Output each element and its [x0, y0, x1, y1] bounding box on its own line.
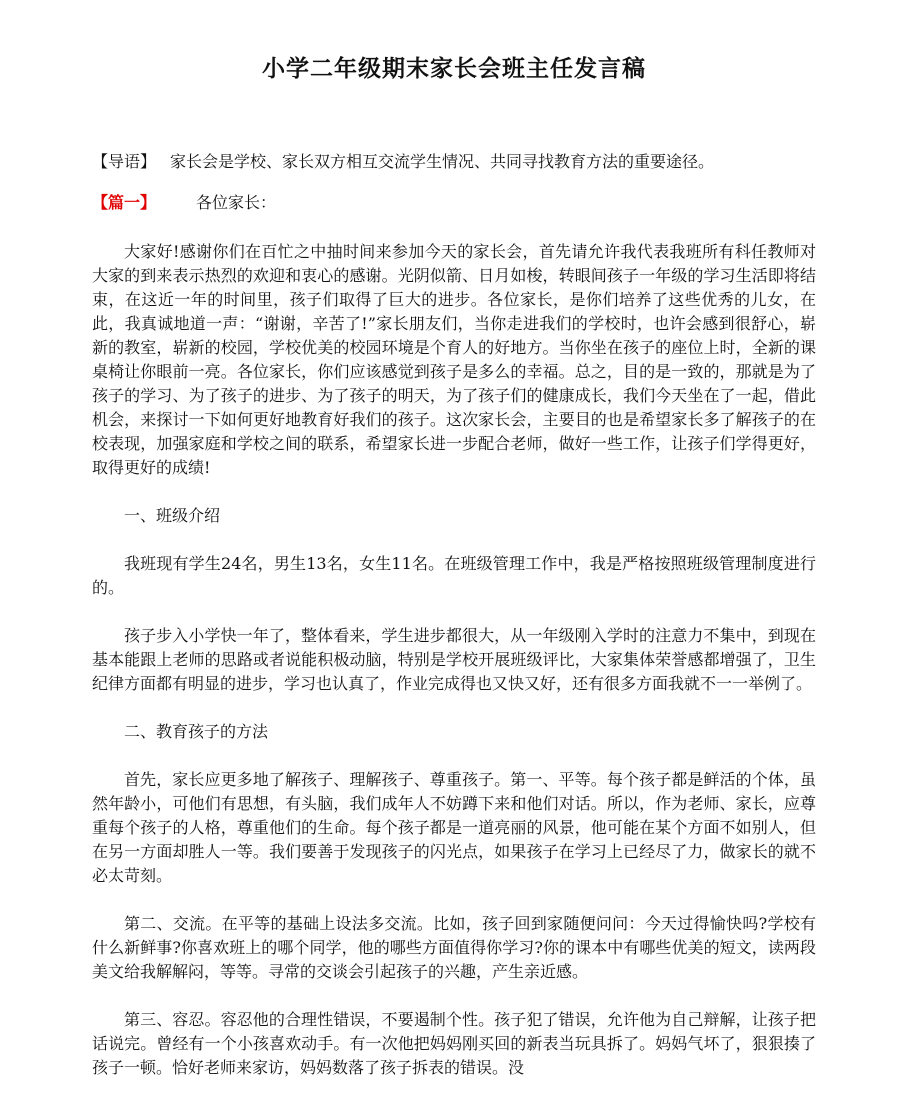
salutation: 各位家长： — [196, 193, 277, 212]
heading-methods: 二、教育孩子的方法 — [124, 722, 269, 741]
intro-line — [92, 150, 816, 174]
heading-class-intro: 一、班级介绍 — [124, 506, 221, 525]
paragraph-equality: 首先，家长应更多地了解孩子、理解孩子、尊重孩子。第一、平等。每个孩子都是鲜活的个体，虽然年龄小，可他们有思想，有头脑，我们成年人不妨蹲下来和他们对话。所以，作为老师、家长，应尊重每个孩子的人格，尊重他们的生命。每个孩子都是一道亮丽的风景，他可能在某个方面不如别人，但在另一方面却胜人一等。我们要善于发现孩子的闪光点，如果孩子在学习上已经尽了力，做家长的就不必太苛刻。 — [92, 770, 816, 885]
intro-text: 家长会是学校、家长双方相互交流学生情况、共同寻找教育方法的重要途径。 — [170, 152, 715, 171]
section-heading — [92, 191, 816, 215]
paragraph-communication: 第二、交流。在平等的基础上设法多交流。比如，孩子回到家随便问问：今天过得愉快吗?学校有什么新鲜事?你喜欢班上的哪个同学，他的哪些方面值得你学习?你的课本中有哪些优美的短文，读两段美文给我解解闷，等等。寻常的交谈会引起孩子的兴趣，产生亲近感。 — [92, 914, 816, 981]
intro-label: 【导语】 — [92, 152, 157, 171]
paragraph-progress: 孩子步入小学快一年了，整体看来，学生进步都很大，从一年级刚入学时的注意力不集中，到现在基本能跟上老师的思路或者说能积极动脑，特别是学校开展班级评比，大家集体荣誉感都增强了，卫生纪律方面都有明显的进步，学习也认真了，作业完成得也又快又好，还有很多方面我就不一一举例了。 — [92, 626, 816, 693]
section-label: 【篇一】 — [92, 193, 157, 212]
paragraph-class-stats: 我班现有学生24名，男生13名，女生11名。在班级管理工作中，我是严格按照班级管理制度进行的。 — [92, 554, 816, 597]
paragraph-tolerance: 第三、容忍。容忍他的合理性错误，不要遏制个性。孩子犯了错误，允许他为自己辩解，让孩子把话说完。曾经有一个小孩喜欢动手。有一次他把妈妈刚买回的新表当玩具拆了。妈妈气坏了，狠狠揍了孩子一顿。恰好老师来家访，妈妈数落了孩子拆表的错误。没 — [92, 1010, 816, 1077]
document-title: 小学二年级期末家长会班主任发言稿 — [262, 55, 646, 82]
paragraph-opening: 大家好!感谢你们在百忙之中抽时间来参加今天的家长会，首先请允许我代表我班所有科任教师对大家的到来表示热烈的欢迎和衷心的感谢。光阴似箭、日月如梭，转眼间孩子一年级的学习生活即将结束，在这近一年的时间里，孩子们取得了巨大的进步。各位家长，是你们培养了这些优秀的儿女，在此，我真诚地道一声：“谢谢，辛苦了!”家长朋友们，当你走进我们的学校时，也许会感到很舒心，崭新的教室，崭新的校园，学校优美的校园环境是个育人的好地方。当你坐在孩子的座位上时，全新的课桌椅让你眼前一亮。各位家长，你们应该感觉到孩子是多么的幸福。总之，目的是一致的，那就是为了孩子的学习、为了孩子的进步、为了孩子的明天，为了孩子们的健康成长，我们今天坐在了一起，借此机会，来探讨一下如何更好地教育好我们的孩子。这次家长会，主要目的也是希望家长多了解孩子的在校表现，加强家庭和学校之间的联系，希望家长进一步配合老师，做好一些工作，让孩子们学得更好，取得更好的成绩! — [92, 242, 816, 477]
